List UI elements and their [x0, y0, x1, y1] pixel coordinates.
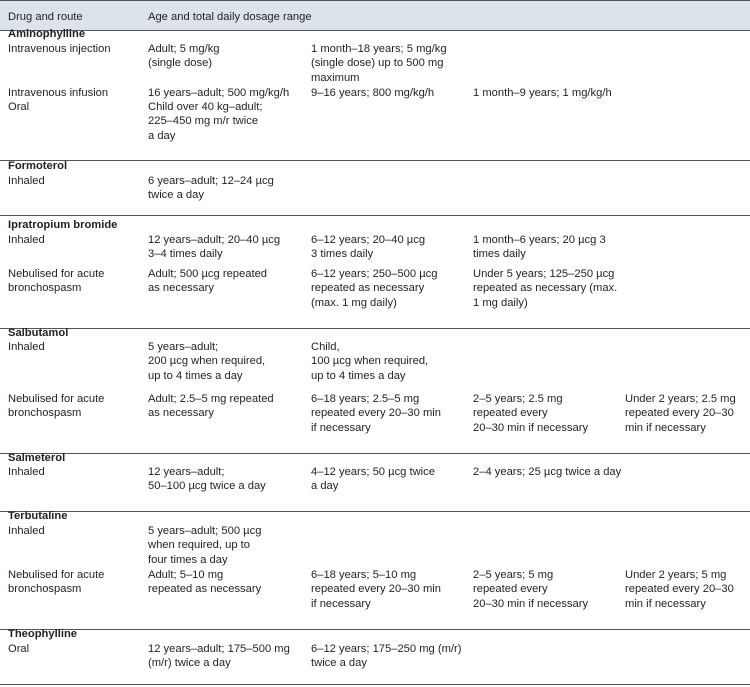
dosage-text: 1 month–9 years; 1 mg/kg/h [473, 87, 612, 99]
dosage-text: Adult; 5 mg/kg [148, 43, 220, 55]
dosage-text: 9–16 years; 800 mg/kg/h [311, 87, 435, 99]
dosage-text: Child, [311, 341, 340, 353]
row-divider [0, 684, 750, 685]
dosage-text: repeated as necessary [311, 282, 425, 295]
dosage-text: 3–4 times daily [148, 248, 223, 261]
row-divider [0, 629, 750, 630]
dosage-text: four times a day [148, 553, 228, 566]
dosage-text: 5 years–adult; [148, 341, 219, 353]
drug-name: Salbutamol [8, 327, 69, 339]
dosage-text: Under 5 years; 125–250 µcg [473, 268, 615, 280]
dosage-text: 20–30 min if necessary [473, 597, 589, 610]
dosage-text: 2–5 years; 2.5 mg [473, 393, 563, 405]
dosage-text: up to 4 times a day [148, 369, 243, 382]
dosage-text: 1 month–18 years; 5 mg/kg [311, 43, 447, 55]
dosage-text: if necessary [311, 597, 371, 610]
dosage-text: when required, up to [148, 539, 250, 552]
row-divider [0, 160, 750, 161]
dosage-text: repeated every 20–30 [625, 583, 734, 596]
dosage-text: 12 years–adult; 20–40 µcg [148, 234, 281, 246]
dosage-text: as necessary [148, 407, 214, 420]
route-label: Oral [8, 643, 30, 655]
dosage-text: (single dose) up to 500 mg [311, 57, 444, 70]
dosage-text: Child over 40 kg–adult; [148, 101, 263, 113]
dosage-text: 5 years–adult; 500 µcg [148, 525, 262, 537]
dosage-text: 225–450 mg m/r twice [148, 115, 259, 128]
dosage-text: maximum [311, 71, 360, 84]
dosage-text: 16 years–adult; 500 mg/kg/h [148, 87, 290, 99]
dosage-text: (single dose) [148, 57, 213, 70]
dosage-text: min if necessary [625, 597, 706, 610]
dosage-text: repeated as necessary (max. [473, 282, 618, 295]
dosage-text: 2–5 years; 5 mg [473, 569, 554, 581]
dosage-text: 50–100 µcg twice a day [148, 480, 266, 493]
dosage-text: times daily [473, 248, 526, 261]
dosage-text: 4–12 years; 50 µcg twice [311, 466, 435, 478]
dosage-text: Adult; 500 µcg repeated [148, 268, 268, 280]
route-label: Intravenous injection [8, 43, 111, 55]
route-label: Inhaled [8, 234, 45, 246]
route-label: Inhaled [8, 525, 45, 537]
dosage-text: 200 µcg when required, [148, 355, 266, 368]
header-age-dosage: Age and total daily dosage range [148, 11, 312, 23]
route-label: Inhaled [8, 466, 45, 478]
dosage-text: 6–12 years; 20–40 µcg [311, 234, 426, 246]
dosage-text: repeated every 20–30 [625, 407, 734, 420]
dosage-text: twice a day [311, 657, 367, 670]
route-label: Nebulised for acute [8, 268, 105, 280]
dosage-text: if necessary [311, 421, 371, 434]
header-drug-route: Drug and route [8, 11, 83, 23]
dosage-text: 12 years–adult; 175–500 mg [148, 643, 290, 655]
dosage-text: Under 2 years; 2.5 mg [625, 393, 736, 405]
dosage-text: (m/r) twice a day [148, 657, 231, 670]
route-label: bronchospasm [8, 282, 82, 295]
dosage-text: 6 years–adult; 12–24 µcg [148, 175, 274, 187]
route-label: Nebulised for acute [8, 393, 105, 405]
dosage-text: 3 times daily [311, 248, 374, 261]
drug-name: Theophylline [8, 628, 77, 640]
row-divider [0, 328, 750, 329]
row-divider [0, 215, 750, 216]
dosage-text: 6–12 years; 175–250 mg (m/r) [311, 643, 462, 655]
drug-name: Salmeterol [8, 452, 66, 464]
dosage-text: repeated as necessary [148, 583, 262, 596]
dosage-text: 2–4 years; 25 µcg twice a day [473, 466, 622, 478]
dosage-text: repeated every [473, 583, 548, 596]
dosage-text: min if necessary [625, 421, 706, 434]
dosage-text: 6–18 years; 5–10 mg [311, 569, 417, 581]
dosage-text: 1 mg daily) [473, 296, 528, 309]
drug-name: Aminophylline [8, 28, 86, 40]
dosage-text: as necessary [148, 282, 214, 295]
dosage-text: repeated every [473, 407, 548, 420]
route-label: bronchospasm [8, 407, 82, 420]
route-label: Inhaled [8, 175, 45, 187]
route-label: Nebulised for acute [8, 569, 105, 581]
route-label: bronchospasm [8, 583, 82, 596]
dosage-text: 6–12 years; 250–500 µcg [311, 268, 438, 280]
route-label: Oral [8, 101, 30, 113]
route-label: Intravenous infusion [8, 87, 109, 99]
row-divider [0, 453, 750, 454]
drug-name: Terbutaline [8, 510, 68, 522]
dosage-text: a day [148, 129, 176, 142]
dosage-text: 12 years–adult; [148, 466, 225, 478]
drug-name: Formoterol [8, 160, 68, 172]
dosage-text: Under 2 years; 5 mg [625, 569, 727, 581]
table-header [0, 0, 750, 31]
dosage-text: 20–30 min if necessary [473, 421, 589, 434]
route-label: Inhaled [8, 341, 45, 353]
dosage-text: 100 µcg when required, [311, 355, 429, 368]
dosage-text: repeated every 20–30 min [311, 407, 441, 420]
dosage-text: 6–18 years; 2.5–5 mg [311, 393, 420, 405]
dosage-text: repeated every 20–30 min [311, 583, 441, 596]
dosage-text: Adult; 2.5–5 mg repeated [148, 393, 274, 405]
dosage-text: twice a day [148, 189, 204, 202]
dosage-text: a day [311, 480, 339, 493]
row-divider [0, 511, 750, 512]
dosage-text: 1 month–6 years; 20 µcg 3 [473, 234, 606, 246]
dosage-text: up to 4 times a day [311, 369, 406, 382]
dosage-text: (max. 1 mg daily) [311, 296, 397, 309]
dosage-text: Adult; 5–10 mg [148, 569, 224, 581]
drug-name: Ipratropium bromide [8, 219, 118, 231]
